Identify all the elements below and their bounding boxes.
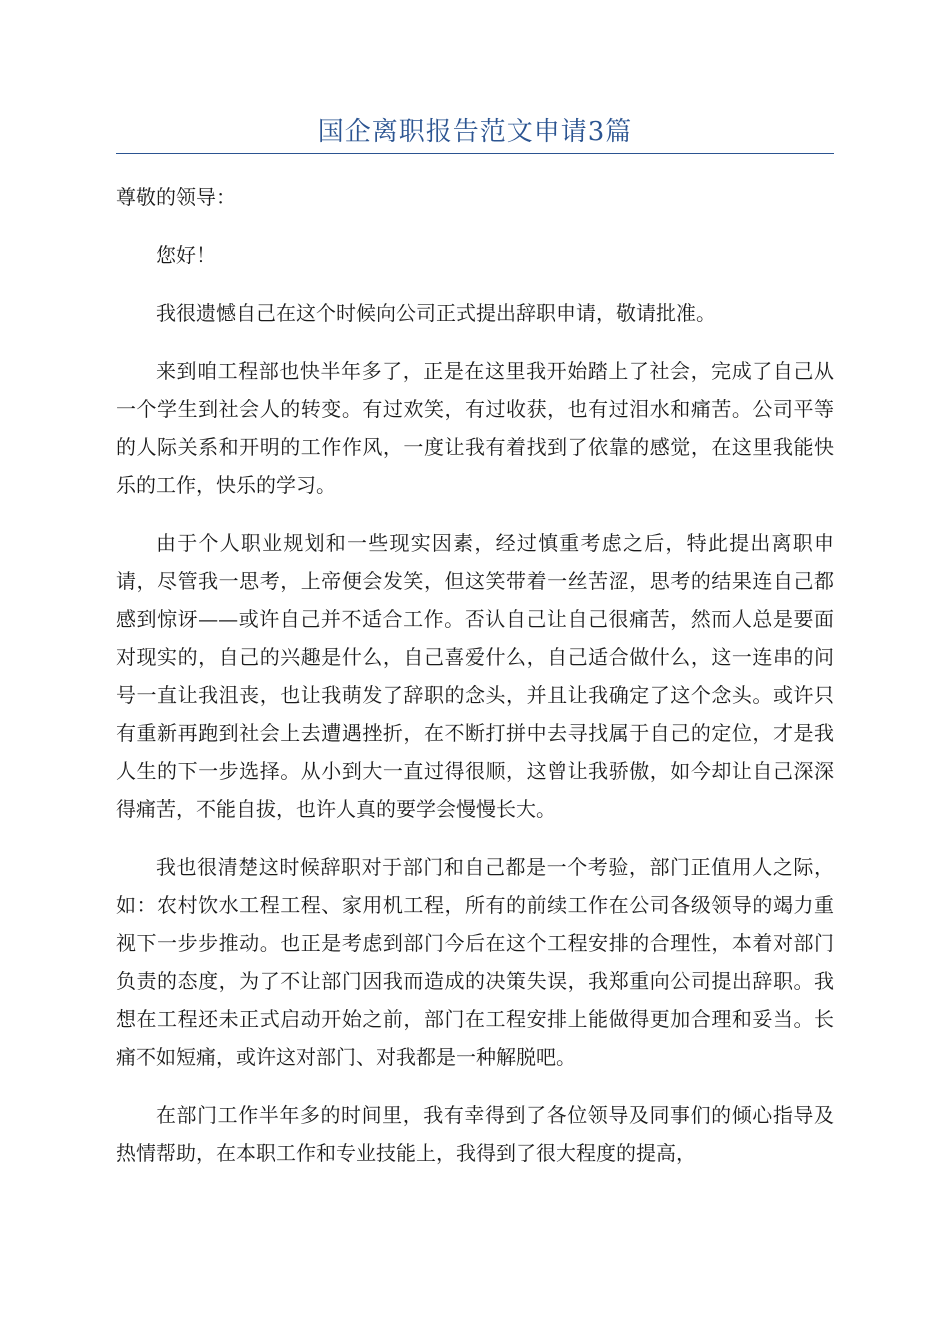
- paragraph: 来到咱工程部也快半年多了，正是在这里我开始踏上了社会，完成了自己从一个学生到社会人的转变。有过欢笑，有过收获，也有过泪水和痛苦。公司平等的人际关系和开明的工作作风，一度让我有着找到了依靠的感觉，在这里我能快乐的工作，快乐的学习。: [116, 359, 834, 497]
- paragraph: 在部门工作半年多的时间里，我有幸得到了各位领导及同事们的倾心指导及热情帮助，在本职工作和专业技能上，我得到了很大程度的提高，: [116, 1103, 834, 1165]
- greeting: 您好！: [156, 243, 216, 267]
- document-body: [116, 178, 834, 1192]
- paragraph: 我很遗憾自己在这个时候向公司正式提出辞职申请，敬请批准。: [156, 301, 716, 325]
- paragraph: 由于个人职业规划和一些现实因素，经过慎重考虑之后，特此提出离职申请，尽管我一思考，上帝便会发笑，但这笑带着一丝苦涩，思考的结果连自己都感到惊讶——或许自己并不适合工作。否认自己让自己很痛苦，然而人总是要面对现实的，自己的兴趣是什么，自己喜爱什么，自己适合做什么，这一连串的问号一直让我沮丧，也让我萌发了辞职的念头，并且让我确定了这个念头。或许只有重新再跑到社会上去遭遇挫折，在不断打拼中去寻找属于自己的定位，才是我人生的下一步选择。从小到大一直过得很顺，这曾让我骄傲，如今却让自己深深得痛苦，不能自拔，也许人真的要学会慢慢长大。: [116, 531, 834, 821]
- paragraph: 我也很清楚这时候辞职对于部门和自己都是一个考验，部门正值用人之际，如：农村饮水工程工程、家用机工程，所有的前续工作在公司各级领导的竭力重视下一步步推动。也正是考虑到部门今后在这个工程安排的合理性，本着对部门负责的态度，为了不让部门因我而造成的决策失误，我郑重向公司提出辞职。我想在工程还未正式启动开始之前，部门在工程安排上能做得更加合理和妥当。长痛不如短痛，或许这对部门、对我都是一种解脱吧。: [116, 855, 834, 1069]
- document-title: 国企离职报告范文申请3篇: [317, 117, 633, 147]
- title-underline: [116, 153, 834, 154]
- salutation: 尊敬的领导：: [116, 185, 236, 209]
